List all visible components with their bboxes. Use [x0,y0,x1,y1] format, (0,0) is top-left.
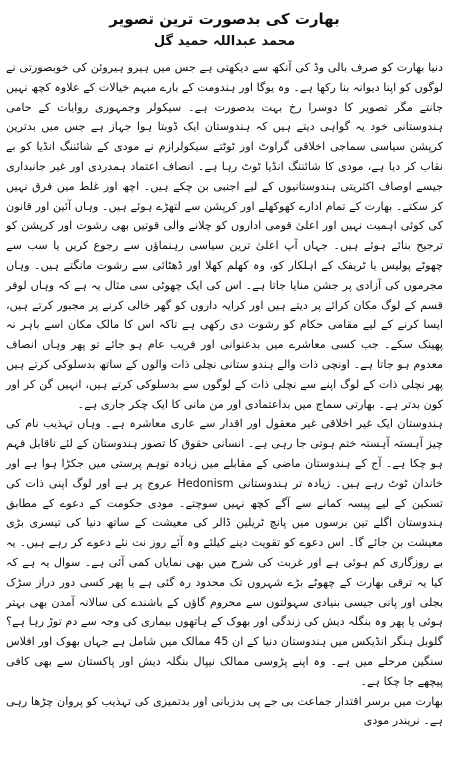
article-body [6,58,443,731]
article-paragraph-3: بھارت میں برسر اقتدار جماعت بی جے پی بدزبانی اور بدتمیزی کی تہذیب کو پروان چڑھا رہی ہے۔ نریندر مودی [6,694,443,728]
article-paragraph-2: ہندوستان ایک غیر اخلاقی غیر معقول اور اقدار سے عاری معاشرہ ہے۔ وہاں تہذیب نام کی چیز آہستہ آہستہ ختم ہوتی جا رہی ہے۔ انسانی حقوق کا تصور ہندوستان کے لئے ناقابل فہم ہو چکا ہے۔ آج کے ہندوستان ماضی کے مقابلے میں زیادہ توہم پرستی میں جکڑا ہوا ہے اور خاندان ٹوٹ رہے ہیں۔ زیادہ تر ہندوستانی Hedonism عروج پر ہے اور لوگ اپنی ذات کی تسکین کے لیے پیسہ کمانے سے آگے کچھ نہیں سوچتے۔ مودی حکومت کے دعوے کے مطابق ہندوستان اگلے تین برسوں میں پانچ ٹریلین ڈالر کی معیشت کے ساتھ دنیا کی تیسری بڑی معیشت بن جائے گا۔ اس دعوے کو تقویت دینے کیلئے وہ آئے روز نت نئے دعوے کر رہے ہیں۔ یہ بے روزگاری کم ہوئی ہے اور غربت کی شرح میں بھی نمایاں کمی آئی ہے۔ سوال یہ ہے کہ کیا یہ ترقی بھارت کے چھوٹے بڑے شہروں تک محدود رہ گئی ہے یا پھر کسی دور دراز سڑک بجلی اور پانی جیسی بنیادی سہولتوں سے محروم گاؤں کے باشندے کی سالانہ آمدن بھی بہتر ہوئی یا پھر وہ بنگلہ دیش کی زندگی اور بھوک کے ہاتھوں بیماری کی وجہ سے دم توڑ رہا ہے؟ گلوبل ہنگر انڈیکس میں ہندوستان دنیا کے ان 45 ممالک میں شامل ہے جہاں بھوک اور افلاس سنگین مرحلے میں ہے۔ وہ اپنے پڑوسی ممالک نیپال بنگلہ دیش اور پاکستان سے بھی کافی پیچھے جا چکا ہے۔ [6,417,444,688]
article-paragraph-1: دنیا بھارت کو صرف بالی وڈ کی آنکھ سے دیکھتی ہے جس میں ہیرو ہیروئن کی خوبصورتی نے لوگوں کو اپنا دیوانہ بنا رکھا ہے۔ وہ یوگا اور ہندومت کے بارے مبہم خیالات کے علاوہ کچھ نہیں جانتے مگر تصویر کا دوسرا رخ بہت بدصورت ہے۔ سیکولر وجمہوری روایات کے حامی ہندوستانی خود یہ گواہی دیتے ہیں کہ ہندوستان ایک ڈوبتا ہوا جہاز ہے جس میں بدترین کرپشن سیاسی سماجی اخلاقی گراوٹ اور ٹوٹتے سیکولرازم نے مودی کے شائننگ انڈیا کو بے نقاب کر دیا ہے، مودی کا شائننگ انڈیا ٹوٹ رہا ہے۔ انصاف اعتماد ہمدردی اور غیر جانبداری جیسے اوصاف اکثریتی ہندوستانیوں کے لیے اجنبی بن چکے ہیں۔ اچھ اور غلط میں فرق نہیں کر سکتے۔ بھارت کے تمام ادارے کھوکھلے اور کرپشن سے لتھڑے ہوئے ہیں۔ وہاں آئین اور قانون کی کوئی اہمیت نہیں اور اعلیٰ قومی اداروں کو چلانے والی قوتیں بھی رشوت اور کرپشن کو ترجیح بنائے ہوئے ہیں۔ جہاں آپ اعلیٰ ترین سیاسی رہنماؤں سے رجوع کریں یا سب سے چھوٹے پولیس یا ٹریفک کے اہلکار کو، وہ کھلم کھلا اور ڈھٹائی سے رشوت مانگتے ہیں۔ وہاں مجرموں کی آزادی پر جشن منایا جاتا ہے۔ اس کی ایک چھوٹی سی مثال یہ ہے کہ وہاں لوفر قسم کے لوگ مکان کرائے پر دیتے ہیں اور کرایہ داروں کو گھر خالی کرنے پر مجبور کرتے ہیں، ایسا کرنے کے لیے مقامی حکام کو رشوت دی رکھی ہے تاکہ اس کا مالک مکان اسے باہر نہ پھینک سکے۔ جب کسی معاشرے میں بدعنوانی اور فریب عام ہو جائے تو پھر وہاں انصاف معدوم ہو جاتا ہے۔ اونچی ذات والے ہندو ستانی نچلی ذات والوں کے ساتھ بدسلوکی کرتے ہیں پھر نچلی ذات کے لوگ اپنے سے نچلی ذات کے لوگوں سے بدسلوکی کرتے ہیں، انہیں گن کر اور کون بدتر ہے۔ بھارتی سماج میں بداعتمادی اور من مانی کا ایک چکر جاری ہے۔ [6,61,443,411]
author-byline: محمد عبداللہ حمید گل [153,34,296,49]
article-title: بھارت کی بدصورت ترین تصویر [109,10,340,28]
